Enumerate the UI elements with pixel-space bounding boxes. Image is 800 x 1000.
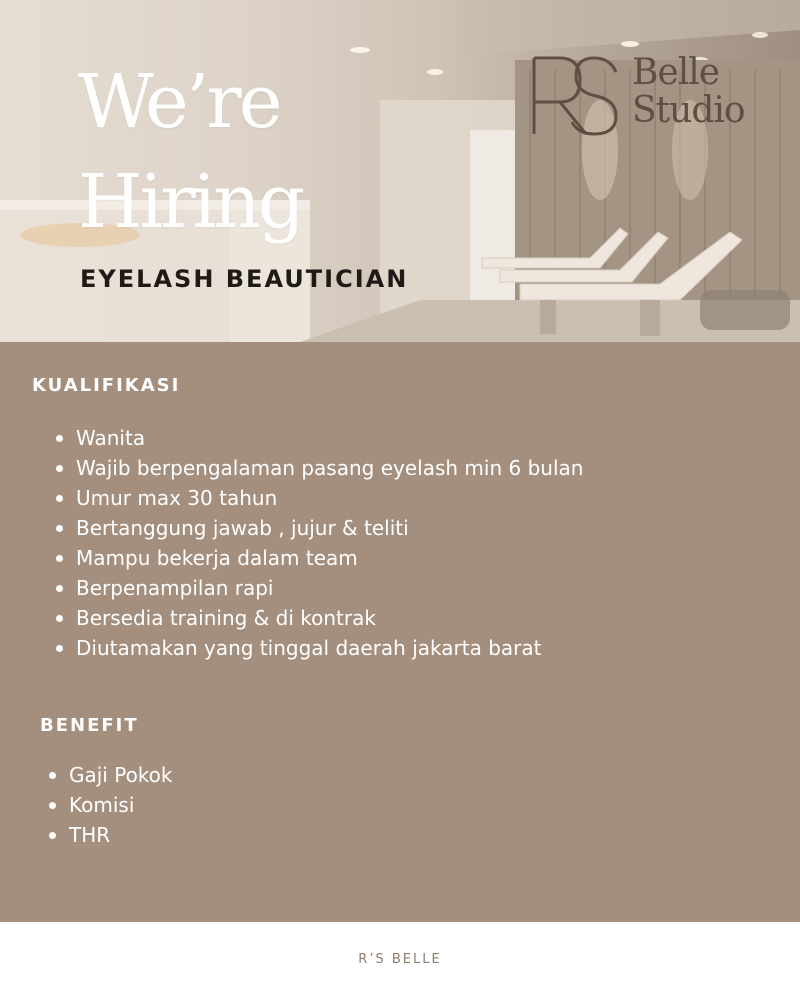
bullet-icon	[56, 495, 63, 502]
bullet-icon	[49, 772, 56, 779]
list-item: Gaji Pokok	[45, 760, 173, 790]
logo-wordmark	[632, 54, 745, 130]
list-item: Wanita	[52, 423, 583, 453]
bullet-icon	[56, 525, 63, 532]
logo-line-2: Studio	[632, 90, 745, 131]
list-item: Mampu bekerja dalam team	[52, 543, 583, 573]
list-item: Umur max 30 tahun	[52, 483, 583, 513]
brand-logo	[524, 46, 774, 146]
logo-line-1: Belle	[632, 52, 720, 93]
bullet-icon	[56, 465, 63, 472]
list-item: THR	[45, 820, 173, 850]
list-item: Wajib berpengalaman pasang eyelash min 6 bulan	[52, 453, 583, 483]
bullet-icon	[56, 615, 63, 622]
benefit-heading: BENEFIT	[40, 715, 139, 736]
details-panel	[0, 342, 800, 922]
bullet-icon	[56, 435, 63, 442]
bullet-icon	[56, 645, 63, 652]
list-item: Bersedia training & di kontrak	[52, 603, 583, 633]
list-item: Berpenampilan rapi	[52, 573, 583, 603]
bullet-icon	[56, 585, 63, 592]
headline-line-1: We’re	[78, 59, 280, 145]
bullet-icon	[49, 802, 56, 809]
bullet-icon	[56, 555, 63, 562]
qualifications-heading: KUALIFIKASI	[32, 375, 181, 396]
benefit-list	[45, 760, 173, 850]
rs-monogram-icon	[524, 46, 624, 146]
hero-banner	[0, 0, 800, 342]
qualifications-list	[52, 423, 583, 663]
headline-line-2: Hiring	[78, 159, 303, 245]
job-title: EYELASH BEAUTICIAN	[80, 265, 409, 293]
footer-brand-text: R’S BELLE	[358, 952, 442, 967]
list-item: Bertanggung jawab , jujur & teliti	[52, 513, 583, 543]
bullet-icon	[49, 832, 56, 839]
list-item: Diutamakan yang tinggal daerah jakarta barat	[52, 633, 583, 663]
list-item: Komisi	[45, 790, 173, 820]
footer	[0, 922, 800, 1000]
hiring-headline	[78, 52, 302, 252]
